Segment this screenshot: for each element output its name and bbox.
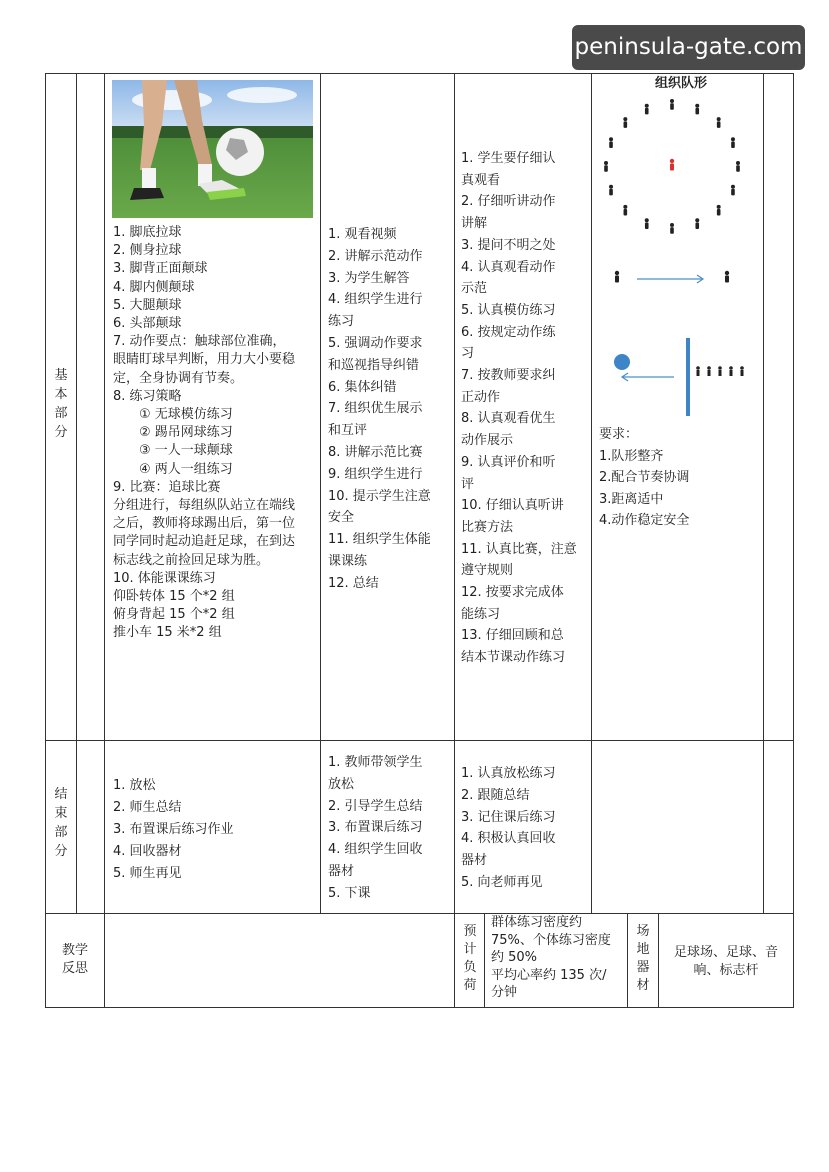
ending-section-label: 结 束 部 分: [54, 787, 68, 859]
ending-student-activities: 1. 认真放松练习 2. 跟随总结 3. 记住课后练习 4. 积极认真回收 器材 5. 向老师再见: [461, 766, 556, 890]
basic-section-label: 基 本 部 分: [54, 368, 68, 440]
barrier-pole: [686, 338, 690, 416]
player-icon: [717, 117, 721, 128]
formation-requirements: 要求： 1.队形整齐 2.配合节奏协调 3.距离适中 4.动作稳定安全: [599, 427, 690, 528]
player-icon: [736, 161, 740, 172]
player-icon: [645, 218, 649, 229]
reflection-label: 教学 反思: [61, 943, 88, 977]
player-icon: [695, 218, 699, 229]
ending-content: 1. 放松 2. 师生总结 3. 布置课后练习作业 4. 回收器材 5. 师生再见: [113, 778, 234, 881]
formation-title: 组织队形: [655, 76, 708, 91]
player-icon: [731, 185, 735, 196]
player-icon: [670, 223, 674, 234]
player-icon: [695, 104, 699, 115]
player-icon: [731, 137, 735, 148]
estimate-label: 预 计 负 荷: [463, 924, 477, 993]
center-figure-icon: [670, 159, 674, 171]
basic-content: 1. 脚底拉球 2. 侧身拉球 3. 脚背正面颠球 4. 脚内侧颠球 5. 大腿颠球 6. 头部颠球 7. 动作要点：触球部位准确， 眼睛盯球早判断，用力大小要稳 定，全身协调有节奏。 8. 练习策略 ① 无球模仿练习 ② 踢吊网球练习 ③ 一人一球颠球 ④ 两人一组练习 9. 比赛：追球比赛 分组进行，每组纵队站立在端线 之后，教师将球踢出后，第一位 同学同时起动追赶足球，在到达 标志线之前捡回足球为胜。 10. 体能课课练习 仰卧转体 15 个*2 组 俯身背起 15 个*2 组 推小车 15 米*2 组: [113, 225, 296, 641]
player-icon: [609, 185, 613, 196]
estimate-content: 群体练习密度约 75%、个体练习密度 约 50% 平均心率约 135 次/ 分钟: [491, 915, 611, 1001]
venue-content: 足球场、足球、音 响、标志杆: [673, 945, 778, 979]
player-icon: [623, 117, 627, 128]
player-icon: [623, 205, 627, 216]
ending-teacher-activities: 1. 教师带领学生 放松 2. 引导学生总结 3. 布置课后练习 4. 组织学生回收 器材 5. 下课: [328, 755, 423, 901]
football-photo: [112, 80, 313, 218]
player-icon: [604, 161, 608, 172]
basic-teacher-activities: 1. 观看视频 2. 讲解示范动作 3. 为学生解答 4. 组织学生进行 练习 5. 强调动作要求 和巡视指导纠错 6. 集体纠错 7. 组织优生展示 和互评 8. 讲解示范比赛 9. 组织学生进行 10. 提示学生注意 安全 11. 组织学生体能 课课练 12. 总结: [328, 227, 431, 591]
venue-label: 场 地 器 材: [636, 924, 650, 993]
ball-icon: [614, 354, 630, 370]
basic-student-activities: 1. 学生要仔细认 真观看 2. 仔细听讲动作 讲解 3. 提问不明之处 4. 认真观看动作 示范 5. 认真模仿练习 6. 按规定动作练 习 7. 按教师要求纠 正动作 8. 认真观看优生 动作展示 9. 认真评价和听 评 10. 仔细认真听讲 比赛方法 11. 认真比赛，注意 遵守规则 12. 按要求完成体 能练习 13. 仔细回顾和总 结本节课动作练习: [461, 151, 577, 666]
watermark: peninsula-gate.com: [572, 25, 805, 70]
formation-diagram: [592, 95, 763, 425]
player-icon: [670, 99, 674, 110]
player-icon: [645, 104, 649, 115]
player-icon: [609, 137, 613, 148]
player-icon: [717, 205, 721, 216]
